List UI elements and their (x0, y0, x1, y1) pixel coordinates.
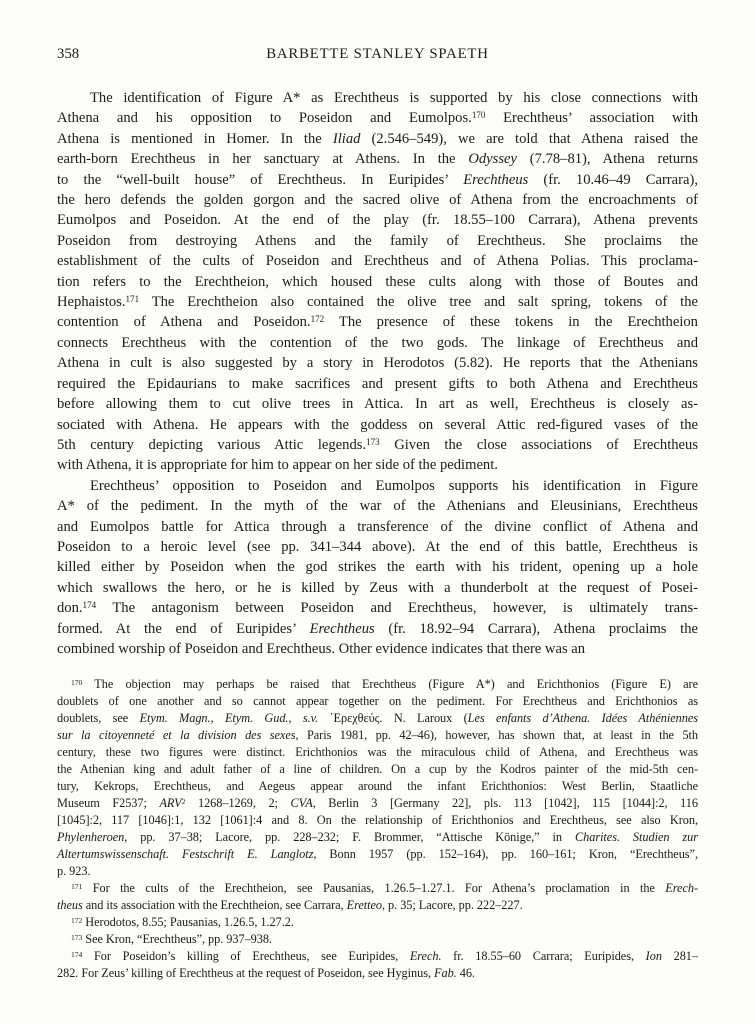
text-line (57, 353, 698, 373)
text-line (57, 149, 698, 169)
italic-run: sur la citoyenneté et la division des sexes (57, 728, 296, 742)
text-run: don. (57, 600, 83, 617)
text-line (57, 846, 698, 863)
text-line (57, 312, 698, 332)
paragraph-2 (57, 476, 698, 660)
footnote-172 (57, 914, 698, 931)
superscript-number: 173 (71, 932, 83, 942)
text-run: the hero defends the golden gorgon and the sacred olive of Athena from the encroachments of (57, 192, 698, 209)
italic-run: ARV (159, 796, 182, 810)
italic-run: Erechtheus (463, 171, 529, 188)
footnote-174 (57, 948, 698, 982)
text-line (57, 455, 698, 475)
text-line (57, 863, 698, 880)
text-run: sociated with Athena. He appears with the goddess on several Attic red-figured vases of the (57, 416, 698, 433)
italic-run: Odyssey (468, 151, 517, 168)
text-line (57, 965, 698, 982)
text-line (57, 795, 698, 812)
text-run: 282. For Zeus’ killing of Erechtheus at the request of Poseidon, see Hyginus, (57, 966, 435, 980)
text-line (57, 190, 698, 210)
text-line (57, 476, 698, 496)
text-run: The antagonism between Poseidon and Erechtheus, however, is ultimately trans- (96, 600, 698, 617)
text-run: with Athena, it is appropriate for him to appear on her side of the pediment. (57, 457, 498, 474)
text-line (57, 948, 698, 965)
text-line (57, 108, 698, 128)
text-run: The identification of Figure A* as Erechtheus is supported by his close connections with (90, 90, 698, 106)
text-line (57, 914, 698, 931)
italic-run: s.v. (302, 711, 319, 725)
text-line (57, 761, 698, 778)
text-run: combined worship of Poseidon and Erechtheus. Other evidence indicates that there was an (57, 640, 586, 657)
italic-run: CVA (290, 796, 313, 810)
text-run: tion refers to the Erechtheion, which housed these cults along with those of Boutes and (57, 273, 698, 290)
footnote-171 (57, 880, 698, 914)
text-line (57, 598, 698, 618)
text-line (57, 496, 698, 516)
superscript-number: 174 (71, 949, 83, 959)
text-line (57, 374, 698, 394)
text-line (57, 292, 698, 312)
italic-run: Etym. Gud. (224, 711, 289, 725)
footnotes-section (57, 676, 698, 982)
text-run: p. 923. (57, 864, 91, 878)
italic-run: Phylenheroen (57, 830, 125, 844)
italic-run: theus (57, 898, 83, 912)
superscript-number: 172 (71, 915, 83, 925)
text-run: Erechtheus’ association with (485, 110, 699, 127)
footnote-170 (57, 676, 698, 880)
text-line (57, 639, 698, 659)
text-line (57, 251, 698, 271)
text-line (57, 88, 698, 108)
text-run: Athena and his opposition to Poseidon and Eumolpos. (57, 110, 472, 127)
text-run: and Eumolpos battle for Attica through a transference of the divine conflict of Athena and (57, 518, 698, 535)
paragraph-1 (57, 88, 698, 476)
superscript-number: 174 (82, 600, 97, 611)
text-run: A* of the pediment. In the myth of the war of the Athenians and Eleusinians, Erechtheus (57, 498, 698, 515)
text-run: (fr. 10.46–49 Carrara), (528, 171, 698, 188)
italic-run: Charites. Studien zur (574, 830, 698, 844)
text-run: ᾿Ερεχθεύς. N. Laroux ( (318, 711, 468, 725)
text-run: to the “well-built house” of Erechtheus. In Euripides’ (57, 171, 464, 188)
superscript-number: 171 (71, 881, 83, 891)
text-run: and its association with the Erechtheion, see Carrara, (82, 898, 347, 912)
text-run: earth-born Erechtheus in her sanctuary at Athens. In the (57, 151, 469, 168)
text-run: before allowing them to cut olive trees in Attica. In art as well, Erechtheus is closely as- (57, 396, 698, 413)
text-line (57, 435, 698, 455)
superscript-number: 173 (366, 436, 380, 447)
text-run: See Kron, “Erechtheus”, pp. 937–938. (82, 932, 272, 946)
text-run: establishment of the cults of Poseidon and Erechtheus and of Athena Polias. This proclama- (57, 253, 698, 270)
text-run: (fr. 18.92–94 Carrara), Athena proclaims the (374, 620, 698, 637)
text-run: , (210, 711, 225, 725)
text-run: doublets, see (57, 711, 140, 725)
italic-run: Erech. (409, 949, 442, 963)
italic-run: Erech- (665, 881, 698, 895)
italic-run: Eretteo (346, 898, 382, 912)
text-line (57, 578, 698, 598)
text-line (57, 129, 698, 149)
text-line (57, 744, 698, 761)
text-line (57, 272, 698, 292)
superscript-number: 2 (181, 796, 186, 806)
text-run: , (288, 711, 303, 725)
text-line (57, 394, 698, 414)
italic-run: Erechtheus (309, 620, 375, 637)
text-run: The presence of these tokens in the Erechtheion (324, 314, 698, 331)
text-line (57, 537, 698, 557)
text-run: contention of Athena and Poseidon. (57, 314, 311, 331)
text-line (57, 897, 698, 914)
text-line (57, 231, 698, 251)
text-run: Herodotos, 8.55; Pausanias, 1.26.5, 1.27.2. (82, 915, 294, 929)
text-run: Hephaistos. (57, 294, 126, 311)
text-run: 46. (456, 966, 475, 980)
text-run: 281– (661, 949, 699, 963)
text-run: The Erechtheion also contained the olive tree and salt spring, tokens of the (139, 294, 698, 311)
text-line (57, 829, 698, 846)
superscript-number: 170 (471, 110, 486, 121)
text-line (57, 619, 698, 639)
page-number: 358 (57, 46, 80, 62)
text-run: , p. 35; Lacore, pp. 222–227. (382, 898, 523, 912)
text-run: connects Erechtheus with the contention of the two gods. The linkage of Erechtheus and (57, 334, 698, 351)
text-line (57, 210, 698, 230)
text-line (57, 415, 698, 435)
italic-run: Etym. Magn. (139, 711, 211, 725)
text-run: killed either by Poseidon when the god strikes the earth with his trident, opening up a hole (57, 559, 698, 576)
text-run: 1268–1269, 2; (185, 796, 291, 810)
text-run: the Athenian king and adult father of a line of children. On a cup by the Kodros painter of the mid-5th cen- (57, 762, 698, 776)
page-header (57, 46, 698, 66)
text-run: , pp. 37–38; Lacore, pp. 228–232; F. Brommer, “Attische Könige,” in (124, 830, 575, 844)
text-run: (2.546–549), we are told that Athena raised the (360, 130, 698, 147)
text-run: , Paris 1981, pp. 42–46), however, has shown that, at least in the 5th (295, 728, 699, 742)
text-line (57, 557, 698, 577)
footnote-173 (57, 931, 698, 948)
text-run: tury, Kekrops, Erechtheus, and Aegeus appear around the infant Erichthonios: West Berlin, Staatliche (57, 779, 698, 793)
text-run: , Berlin 3 [Germany 22], pls. 113 [1042], 115 [1044]:2, 116 (312, 796, 698, 810)
text-run: For the cults of the Erechtheion, see Pausanias, 1.26.5–1.27.1. For Athena’s proclamation in the (82, 881, 666, 895)
main-text (57, 88, 698, 659)
italic-run: Iliad (332, 130, 361, 147)
text-line (57, 710, 698, 727)
text-run: formed. At the end of Euripides’ (57, 620, 310, 637)
text-run: Poseidon to a heroic level (see pp. 341–344 above). At the end of this battle, Erechtheus is (57, 538, 698, 555)
text-run: , Bonn 1957 (pp. 152–164), pp. 160–161; Kron, “Erechtheus”, (313, 847, 698, 861)
text-line (57, 676, 698, 693)
text-run: fr. 18.55–60 Carrara; Euripides, (441, 949, 646, 963)
italic-run: Altertumswissenschaft. Festschrift E. Langlotz (57, 847, 314, 861)
text-line (57, 812, 698, 829)
italic-run: Ion (645, 949, 662, 963)
text-run: Athena is mentioned in Homer. In the (57, 130, 333, 147)
text-line (57, 727, 698, 744)
text-run: [1045]:2, 117 [1046]:1, 132 [1061]:4 and 8. On the relationship of Erichthonios and Erechtheus, see also Kron, (57, 813, 698, 827)
text-line (57, 778, 698, 795)
text-run: The objection may perhaps be raised that Erechtheus (Figure A*) and Erichthonios (Figure E) are (82, 677, 698, 691)
text-line (57, 170, 698, 190)
text-run: Poseidon from destroying Athens and the family of Erechtheus. She proclaims the (57, 232, 698, 249)
text-line (57, 931, 698, 948)
text-run: Eumolpos and Poseidon. At the end of the play (fr. 18.55–100 Carrara), Athena prevents (57, 212, 698, 229)
text-run: (7.78–81), Athena returns (516, 151, 698, 168)
text-run: doublets of one another and so cannot appear together on the pediment. For Erechtheus and Erichthonios as (57, 694, 698, 708)
italic-run: Les enfants d’Athena. Idées Athéniennes (467, 711, 698, 725)
superscript-number: 170 (71, 677, 83, 687)
superscript-number: 172 (310, 314, 325, 325)
text-run: Given the close associations of Erechtheus (379, 436, 698, 453)
text-line (57, 880, 698, 897)
text-run: For Poseidon’s killing of Erechtheus, see Euripides, (82, 949, 410, 963)
text-run: Museum F2537; (57, 796, 160, 810)
superscript-number: 171 (125, 294, 140, 304)
text-run: century, these two figures were distinct. Erichthonios was the miraculous child of Athena, and Erechtheus was (57, 745, 698, 759)
text-run: Erechtheus’ opposition to Poseidon and Eumolpos supports his identification in Figure (90, 477, 698, 494)
running-head: BARBETTE STANLEY SPAETH (266, 46, 489, 62)
text-line (57, 333, 698, 353)
text-line (57, 517, 698, 537)
text-run: Athena in cult is also suggested by a story in Herodotos (5.82). He reports that the Athenians (57, 355, 698, 372)
text-line (57, 693, 698, 710)
text-run: which swallows the hero, or he is killed by Zeus with a thunderbolt at the request of Posei- (57, 579, 698, 596)
text-run: 5th century depicting various Attic legends. (57, 436, 367, 453)
italic-run: Fab. (434, 966, 457, 980)
text-run: required the Epidaurians to make sacrifices and present gifts to both Athena and Erechtheus (57, 375, 698, 392)
